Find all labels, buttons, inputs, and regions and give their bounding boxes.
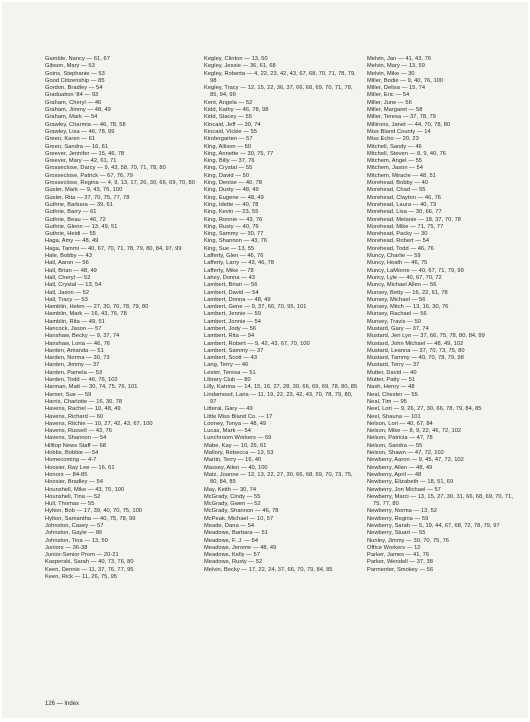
index-entry: Munsey, Rachael — 56 [367, 311, 427, 318]
index-entry: Haga, Tammi — 40, 67, 70, 71, 78, 79, 80, 84, 97, 99 [45, 245, 182, 252]
index-entry: Lang, Terry — 46 [204, 362, 249, 369]
index-entry: Lambert, Gene — 9, 37, 66, 70, 95, 101 [204, 304, 307, 311]
index-entry: Mustard, John Michael — 48, 49, 102 [367, 340, 464, 347]
index-entry: Hamblin, Helen — 27, 30, 70, 78, 79, 80 [45, 304, 149, 311]
index-entry: Hancock, Jason — 57 [45, 325, 102, 332]
index-entry: King, Sammy — 30, 77 [204, 231, 264, 238]
index-entry: Harner, Sue — 59 [45, 391, 92, 398]
index-entry: Mutter, David — 40 [367, 369, 417, 376]
index-entry: Hale, Bobby — 43 [45, 253, 92, 260]
index-entry: Kidd, Stacey — 55 [204, 114, 252, 121]
index-entry: Newberry, Marci — 13, 15, 27, 30, 31, 66, 68, 69, 70, 71, 75, 77, 80 [367, 493, 513, 508]
index-entry: Meadows, Barbara — 51 [204, 530, 268, 537]
index-entry: Morehead, Bobby — 40 [367, 180, 429, 187]
index-entry: Mustard, Gary — 37, 74 [367, 325, 429, 332]
index-entry: Morehead, Packy — 30 [367, 231, 428, 238]
index-entry: Munsey, Betty — 16, 22, 61, 78 [367, 289, 448, 296]
index-entry: Hoosier, Ray Lee — 16, 61 [45, 464, 115, 471]
index-entry: Nelson, Patricia — 47, 78 [367, 435, 433, 442]
index-entry: Lambert, Jonnie — 54 [204, 318, 261, 325]
index-entry: Miller, Margaret — 58 [367, 107, 423, 114]
index-entry: Lambert, Donna — 48, 49 [204, 296, 271, 303]
index-entry: Honors — 84-85 [45, 471, 88, 478]
index-entry: Gibson, Mary — 53 [45, 63, 95, 70]
index-entry: Miss Echo — 20, 23 [367, 136, 419, 143]
index-entry: Havens, Rachel — 10, 48, 49 [45, 406, 121, 413]
index-column-2 [204, 56, 359, 574]
index-column-3 [367, 56, 517, 574]
index-entry: Miller, Teresa — 37, 78, 79 [367, 114, 436, 121]
index-entry: King, Dusty — 48, 49 [204, 187, 259, 194]
index-entry: May, Keith — 30, 74 [204, 486, 257, 493]
index-entry: King, Eugene — 48, 49 [204, 194, 264, 201]
index-entry: Hoosier, Bradley — 54 [45, 479, 103, 486]
index-entry: Kegley, Jessie — 36, 61, 68 [204, 63, 276, 70]
index-entry: Miller, Bodie — 9, 40, 76, 100 [367, 77, 444, 84]
index-entry: Greever, Mary — 42, 61, 71 [45, 158, 117, 165]
index-entry: King, Crystal — 55 [204, 165, 253, 172]
index-entry: Lambert, Jennie — 59 [204, 311, 261, 318]
index-entry: Little Miss Bland Co. — 17 [204, 413, 273, 420]
index-entry: Mustard, Leanna — 37, 70, 73, 75, 80 [367, 347, 465, 354]
index-entry: Mitchem, Angel — 55 [367, 158, 423, 165]
index-entry: Mustard, Terry — 37 [367, 362, 420, 369]
index-entry: Office Workers — 12 [367, 544, 421, 551]
index-entry: King, Idette — 40, 78 [204, 201, 259, 208]
index-entry: Miss Bland County — 14 [367, 128, 431, 135]
index-entry: Gordon, Bradley — 54 [45, 85, 103, 92]
index-entry: Homecoming — 4-7 [45, 457, 97, 464]
index-entry: Guthrie, Barry — 61 [45, 209, 97, 216]
index-entry: Hobbs, Bobbie — 54 [45, 450, 99, 457]
index-entry: Lester, Teresa — 51 [204, 369, 256, 376]
index-entry: Munsey, Mitch — 13, 16, 30, 76 [367, 304, 449, 311]
index-entry: Mitchell, Sandy — 46 [367, 143, 422, 150]
index-entry: Newberry, Norma — 13, 52 [367, 508, 437, 515]
index-entry: Melvin, Mike — 30 [367, 70, 415, 77]
index-entry: Miller, Delisa — 15, 74 [367, 85, 426, 92]
index-entry: Miller, June — 56 [367, 99, 412, 106]
index-entry: Guthrie, Heidi — 55 [45, 231, 96, 238]
index-entry: Haga, Amy — 48, 49 [45, 238, 99, 245]
index-entry: Morehead, Clayton — 46, 76 [367, 194, 442, 201]
index-entry: Meadows, Kelly — 57 [204, 552, 260, 559]
index-entry: Lindamood, Lana — 11, 19, 22, 23, 42, 43, 70, 78, 79, 80, 97 [204, 391, 353, 405]
index-entry: McPeak, Michael — 10, 57 [204, 515, 274, 522]
index-entry: King, David — 50 [204, 172, 250, 179]
index-entry: Mustard, Jeri Lyn — 37, 66, 75, 78, 80, 84, 99 [367, 333, 485, 340]
index-entry: Hamblin, Mark — 16, 43, 76, 78 [45, 311, 127, 318]
index-entry: Kindergarten — 57 [204, 136, 253, 143]
index-entry: Keen, Rick — 11, 26, 75, 95 [45, 574, 118, 581]
index-entry: Harden, Pamela — 53 [45, 369, 103, 376]
index-page [2, 2, 528, 718]
index-entry: Nelson, Shawn — 47, 72, 102 [367, 450, 444, 457]
index-entry: Neal, Chester — 55 [367, 391, 418, 398]
index-column-1 [45, 56, 195, 581]
index-entry: McGrady, Cindy — 55 [204, 493, 261, 500]
index-entry: Kegley, Clinton — 13, 50 [204, 56, 268, 62]
index-entry: Gamble, Nancy — 61, 67 [45, 56, 110, 62]
index-entry: Munsey, Michael — 56 [367, 296, 426, 303]
index-entry: Hall, Crystal — 13, 54 [45, 282, 102, 289]
index-entry: Hall, Aaron — 56 [45, 260, 89, 267]
index-entry: Hilltop News Staff — 68 [45, 442, 107, 449]
index-entry: Muncy, Lyle — 40, 67, 70, 72 [367, 274, 442, 281]
index-entry: Kegley, Roberta — 4, 22, 23, 42, 43, 67, 68, 70, 71, 78, 79, 98 [204, 70, 356, 84]
index-entry: Miller, Eric — 54 [367, 92, 410, 99]
index-entry: Looney, Tonya — 48, 49 [204, 420, 267, 427]
index-entry: Nelson, Sandra — 55 [367, 442, 423, 449]
index-entry: King, Ronnie — 43, 76 [204, 216, 263, 223]
index-entry: Guthrie, Barbara — 39, 61 [45, 201, 113, 208]
index-entry: Havens, Ritchie — 10, 27, 42, 43, 67, 100 [45, 420, 153, 427]
index-entry: Library Club — 80 [204, 377, 251, 384]
index-entry: Harden, Todd — 46, 76, 102 [45, 377, 118, 384]
index-entry: Keen, Dennis — 11, 37, 76, 77, 95 [45, 566, 134, 573]
index-entry: Havens, Richard — 60 [45, 413, 104, 420]
index-entry: Harris, Charlotte — 16, 30, 78 [45, 398, 123, 405]
index-entry: Grawley, Charmia — 46, 78, 58 [45, 121, 126, 128]
index-entry: Graham, Cheryl — 46 [45, 99, 102, 106]
index-entry: Kent, Angela — 52 [204, 99, 253, 106]
index-entry: Neel, Lori — 9, 26, 27, 30, 66, 78, 79, 84, 85 [367, 406, 482, 413]
index-entry: Nash, Henry — 48 [367, 384, 415, 391]
index-entry: Kidd, Kathy — 46, 78, 98 [204, 107, 269, 114]
index-entry: King, Shannon — 43, 76 [204, 238, 268, 245]
index-entry: Goins, Stephanie — 53 [45, 70, 105, 77]
index-entry: Harden, Norma — 30, 73 [45, 355, 110, 362]
index-entry: Lambert, Brian — 56 [204, 282, 258, 289]
index-entry: Meadows, Rusty — 52 [204, 559, 263, 566]
index-entry: Johnston, Casey — 57 [45, 523, 104, 529]
index-entry: Grosseclose, Darcy — 9, 43, 58, 70, 71, 78, 80 [45, 165, 166, 172]
index-entry: Hall, Jason — 52 [45, 289, 90, 296]
index-entry: Lafferty, Larry — 43, 46, 78 [204, 260, 275, 267]
index-entry: Lambert, Rita — 94 [204, 333, 255, 340]
index-entry: Newberry, Allen — 48, 49 [367, 464, 433, 471]
index-entry: Mitchem, Miracle — 48, 51 [367, 172, 436, 179]
index-entry: Havens, Russell — 43, 76 [45, 428, 112, 435]
page-folio: 126 — Index [45, 701, 80, 707]
index-entry: Muncy, LaMoore — 40, 67, 71, 79, 99 [367, 267, 464, 274]
index-entry: Nelson, Mike — 8, 9, 22, 46, 72, 102 [367, 428, 462, 435]
index-entry: Newberry, Elizabeth — 18, 51, 69 [367, 479, 454, 486]
index-entry: McGrady, Gwen — 52 [204, 501, 261, 508]
index-entry: Graham, Mark — 54 [45, 114, 98, 121]
index-entry: Newberry, Stuart — 55 [367, 530, 426, 537]
index-entry: Harden, Jimmy — 37 [45, 362, 100, 369]
index-entry: Kincaid, Vickie — 55 [204, 128, 258, 135]
index-entry: Newberry, Sarah — 5, 19, 44, 67, 68, 72, 78, 79, 97 [367, 523, 500, 529]
index-entry: King, Billy — 37, 76 [204, 158, 255, 165]
index-entry: Litteral, Gary — 49 [204, 406, 253, 413]
index-entry: Lahey, Donna — 43 [204, 274, 256, 281]
index-entry: Lambert, Robert — 9, 42, 43, 67, 70, 100 [204, 340, 310, 347]
index-entry: Good Citizenship — 85 [45, 77, 105, 84]
index-entry: Lucas, Mark — 54 [204, 428, 251, 435]
index-entry: Lafferty, Mike — 78 [204, 267, 254, 274]
index-entry: Lunchroom Workers — 59 [204, 435, 272, 442]
index-entry: Lambert, Scott — 43 [204, 355, 258, 362]
index-entry: King, Kevin — 23, 55 [204, 209, 259, 216]
index-entry: Green, Karen — 61 [45, 136, 96, 143]
index-entry: Melvin, Jan — 41, 43, 76 [367, 56, 432, 62]
index-entry: Kegley, Tracy — 12, 15, 22, 36, 37, 66, 68, 69, 70, 71, 78, 85, 94, 99 [204, 85, 353, 99]
index-entry: Graduation '84 — 93 [45, 92, 99, 99]
index-entry: Morehead, Lisa — 30, 66, 77 [367, 209, 442, 216]
index-entry: Hanshaw, Loria — 46, 76 [45, 340, 111, 347]
index-entry: Melvin, Becky — 17, 22, 24, 37, 66, 70, 79, 84, 85 [204, 566, 333, 573]
index-entry: Johnston, Gayle — 86 [45, 530, 103, 537]
index-entry: Gusler, Rita — 37, 70, 75, 77, 78 [45, 194, 130, 201]
index-entry: Neel, Shauna — 101 [367, 413, 421, 420]
index-entry: Nelson, Lori — 40, 67, 84 [367, 420, 433, 427]
index-entry: Parker, Wendell — 37, 38 [367, 559, 433, 566]
index-entry: Hall, Tracy — 53 [45, 296, 88, 303]
index-entry: Lambert, Sammy — 37 [204, 347, 264, 354]
index-entry: Millirons, Janet — 44, 70, 78, 80 [367, 121, 451, 128]
index-entry: Lambert, Jody — 56 [204, 325, 257, 332]
index-entry: Morehead, Chad — 55 [367, 187, 426, 194]
index-entry: Mabe, Kay — 10, 26, 61 [204, 442, 267, 449]
index-entry: Junior-Senior Prom — 20-21 [45, 552, 119, 559]
index-entry: Green, Sandra — 16, 61 [45, 143, 109, 150]
index-entry: King, Annette — 30, 75, 77 [204, 150, 274, 157]
index-entry: Melvin, Mary — 13, 59 [367, 63, 425, 70]
index-entry: Johnston, Tina — 13, 50 [45, 537, 108, 544]
index-entry: Graham, Jimmy — 48, 49 [45, 107, 111, 114]
index-entry: Newberry, April — 48 [367, 471, 422, 478]
index-entry: Havens, Shannon — 54 [45, 435, 107, 442]
index-entry: Morehead, Mike — 71, 75, 77 [367, 223, 444, 230]
index-entry: Muncy, Michael Allen — 56 [367, 282, 437, 289]
index-entry: Martin, Terry — 16, 40 [204, 457, 262, 464]
index-entry: Meadows, F. J. — 54 [204, 537, 259, 544]
index-entry: Newberry, Aaron — 9, 45, 47, 72, 102 [367, 457, 464, 464]
index-entry: Mutter, Patty — 51 [367, 377, 415, 384]
index-entry: Lafferty, Glen — 46, 76 [204, 253, 264, 260]
index-entry: Hylton, Bob — 17, 39, 40, 70, 75, 100 [45, 508, 143, 515]
index-entry: Hanshaw, Becky — 9, 37, 74 [45, 333, 120, 340]
index-entry: Hull, Thomas — 55 [45, 501, 95, 508]
index-entry: Meade, Dana — 54 [204, 523, 255, 529]
index-entry: Hamblin, Rita — 49, 51 [45, 318, 105, 325]
index-entry: Lilly, Katrina — 14, 15, 16, 27, 28, 30, 66, 69, 69, 78, 80, 85 [204, 384, 358, 391]
index-entry: Mallory, Rebecca — 13, 53 [204, 450, 274, 457]
index-entry: Grawley, Lisa — 46, 78, 99 [45, 128, 115, 135]
index-entry: Harden, Amanda — 51 [45, 347, 104, 354]
index-entry: Mustard, Tammy — 40, 70, 78, 79, 98 [367, 355, 464, 362]
index-entry: Newberry, Jon Michael — 57 [367, 486, 441, 493]
index-entry: McGrady, Shannon — 46, 78 [204, 508, 279, 515]
index-entry: Kincaid, Jeff — 30, 74 [204, 121, 261, 128]
index-entry: Meadows, Jerome — 48, 49 [204, 544, 277, 551]
index-entry: Grosseclose, Regina — 4, 9, 13, 17, 26, 30, 66, 69, 70, 80 [45, 180, 195, 187]
index-entry: Hylton, Samantha — 40, 75, 78, 99 [45, 515, 136, 522]
index-entry: Parmenter, Smokey — 56 [367, 566, 434, 573]
index-entry: Muncy, Heath — 46, 75 [367, 260, 428, 267]
index-entry: Parker, James — 41, 76 [367, 552, 430, 559]
index-entry: Massey, Allen — 40, 100 [204, 464, 268, 471]
index-entry: Guthrie, Beau — 46, 72 [45, 216, 106, 223]
index-entry: Munsey, Travis — 50 [367, 318, 421, 325]
index-entry: Newberry, Regina — 59 [367, 515, 429, 522]
index-entry: Kasperski, Sarah — 40, 73, 76, 80 [45, 559, 134, 566]
index-entry: King, Allison — 50 [204, 143, 252, 150]
index-entry: Morehead, Todd — 46, 76 [367, 245, 434, 252]
index-entry: Guthrie, Glenn — 13, 49, 51 [45, 223, 118, 230]
index-entry: Morehead, Robert — 54 [367, 238, 430, 245]
index-entry: Juniors — 36-38 [45, 544, 88, 551]
index-entry: Hall, Brian — 48, 49 [45, 267, 97, 274]
index-entry: Harman, Matt — 30, 74, 75, 76, 101 [45, 384, 138, 391]
index-entry: Gusler, Mark — 9, 43, 76, 100 [45, 187, 123, 194]
index-entry: Morehead, Laura — 40, 73 [367, 201, 437, 208]
index-entry: Neal, Tim — 95 [367, 398, 407, 405]
index-entry: Mitchell, Steven — 8, 9, 40, 76 [367, 150, 447, 157]
index-entry: Matz, Joanne — 12, 13, 22, 27, 30, 66, 68, 69, 70, 73, 75, 80, 84, 85 [204, 471, 353, 486]
index-entry: King, Sue — 13, 55 [204, 245, 255, 252]
index-entry: Greever, Jennifer — 15, 46, 78 [45, 150, 125, 157]
index-entry: Hounshell, Tina — 52 [45, 493, 101, 500]
index-entry: Hall, Cheryl — 52 [45, 274, 91, 281]
index-entry: Hounshell, Mike — 43, 70, 100 [45, 486, 125, 493]
index-entry: Nunley, Jimmy — 30, 70, 75, 76 [367, 537, 450, 544]
index-entry: Lambert, David — 54 [204, 289, 259, 296]
index-entry: Morehead, Melanie — 18, 37, 70, 78 [367, 216, 462, 223]
index-entry: King, Denise — 40, 78 [204, 180, 262, 187]
index-entry: King, Rusty — 40, 76 [204, 223, 259, 230]
index-entry: Grosseclose, Patrick — 67, 76, 79 [45, 172, 133, 179]
index-entry: Muncy, Charlie — 59 [367, 253, 421, 260]
index-entry: Mitchem, Jason — 54 [367, 165, 423, 172]
